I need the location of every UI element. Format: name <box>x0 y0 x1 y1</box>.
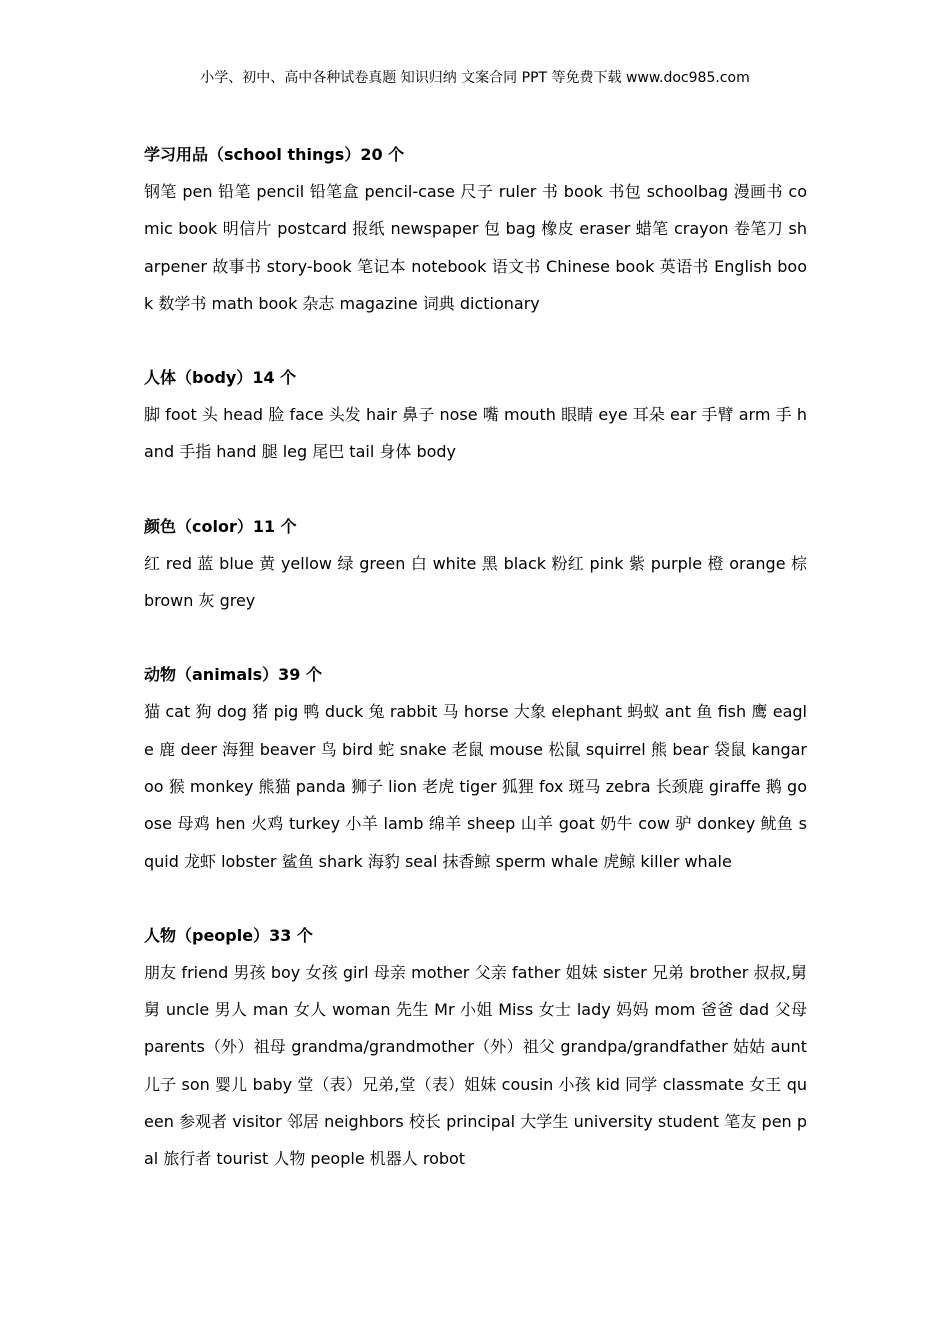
section-people <box>144 917 807 1178</box>
section-title: 动物（animals）39 个 <box>144 665 322 685</box>
section-title: 颜色（color）11 个 <box>144 516 297 536</box>
section-title: 人物（people）33 个 <box>144 925 313 945</box>
section-colors <box>144 508 807 620</box>
section-school-things <box>144 136 807 322</box>
page-header: 小学、初中、高中各种试卷真题 知识归纳 文案合同 PPT 等免费下载 www.doc985.com <box>200 70 750 86</box>
section-title: 人体（body）14 个 <box>144 368 297 388</box>
section-body: 钢笔 pen 铅笔 pencil 铅笔盒 pencil-case 尺子 ruler 书 book 书包 schoolbag 漫画书 comic book 明信片 postcard 报纸 newspaper 包 bag 橡皮 eraser 蜡笔 crayon 卷笔刀 sharpener 故事书 story-book 笔记本 notebook 语文书 Chinese book 英语书 English book 数学书 math book 杂志 magazine 词典 dictionary <box>144 182 807 313</box>
document-body <box>144 136 807 1215</box>
section-animals <box>144 656 807 879</box>
section-body: 脚 foot 头 head 脸 face 头发 hair 鼻子 nose 嘴 mouth 眼睛 eye 耳朵 ear 手臂 arm 手 hand 手指 hand 腿 leg 尾巴 tail 身体 body <box>144 405 807 462</box>
section-body-parts <box>144 359 807 471</box>
section-body: 猫 cat 狗 dog 猪 pig 鸭 duck 兔 rabbit 马 horse 大象 elephant 蚂蚁 ant 鱼 fish 鹰 eagle 鹿 deer 海狸 beaver 鸟 bird 蛇 snake 老鼠 mouse 松鼠 squirrel 熊 bear 袋鼠 kangaroo 猴 monkey 熊猫 panda 狮子 lion 老虎 tiger 狐狸 fox 斑马 zebra 长颈鹿 giraffe 鹅 goose 母鸡 hen 火鸡 turkey 小羊 lamb 绵羊 sheep 山羊 goat 奶牛 cow 驴 donkey 鱿鱼 squid 龙虾 lobster 鲨鱼 shark 海豹 seal 抹香鲸 sperm whale 虎鲸 killer whale <box>144 702 807 871</box>
section-body: 朋友 friend 男孩 boy 女孩 girl 母亲 mother 父亲 father 姐妹 sister 兄弟 brother 叔叔,舅舅 uncle 男人 man 女人 woman 先生 Mr 小姐 Miss 女士 lady 妈妈 mom 爸爸 dad 父母 parents（外）祖母 grandma/grandmother（外）祖父 grandpa/grandfather 姑姑 aunt 儿子 son 婴儿 baby 堂（表）兄弟,堂（表）姐妹 cousin 小孩 kid 同学 classmate 女王 queen 参观者 visitor 邻居 neighbors 校长 principal 大学生 university student 笔友 pen pal 旅行者 tourist 人物 people 机器人 robot <box>144 962 807 1169</box>
section-body: 红 red 蓝 blue 黄 yellow 绿 green 白 white 黑 black 粉红 pink 紫 purple 橙 orange 棕 brown 灰 grey <box>144 553 807 611</box>
section-title: 学习用品（school things）20 个 <box>144 145 405 164</box>
